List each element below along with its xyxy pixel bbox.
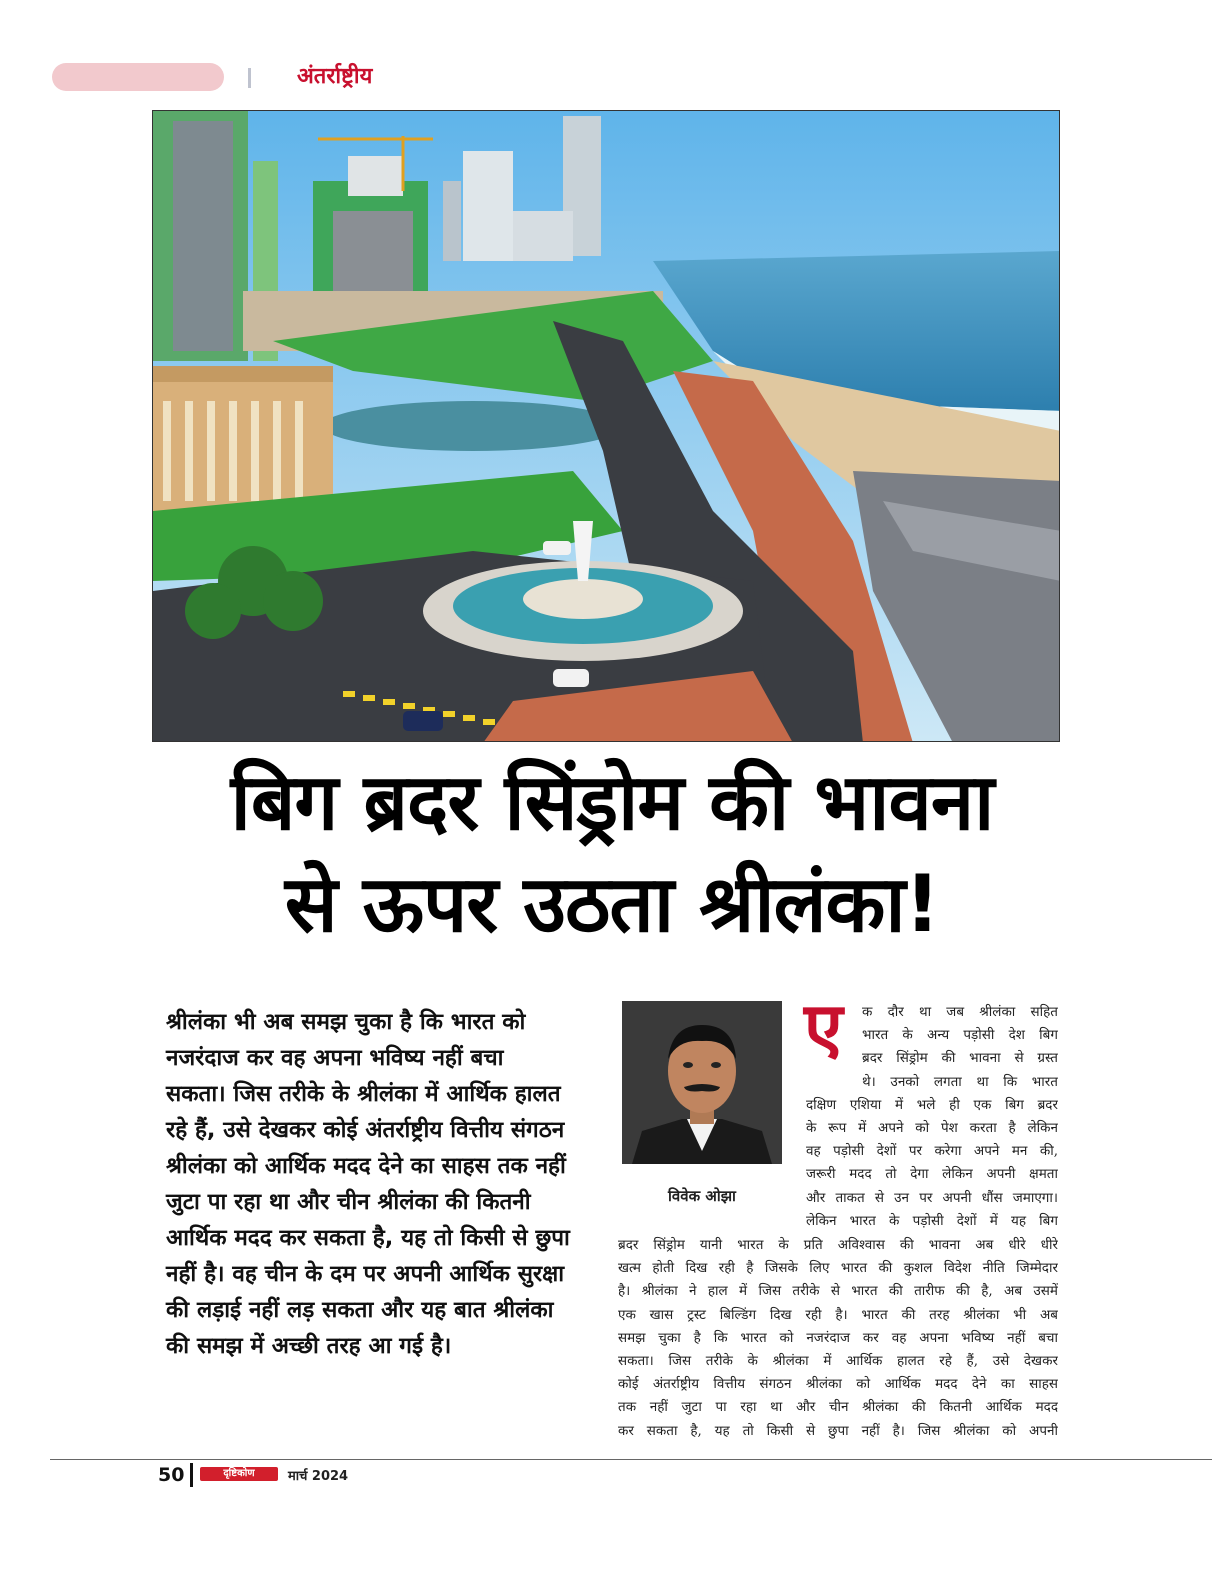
body-line: कोई अंतर्राष्ट्रीय वित्तीय संगठन श्रीलंका को आर्थिक मदद देने का साहस bbox=[618, 1376, 1058, 1393]
body-line: जरूरी मदद तो देगा लेकिन अपनी क्षमता bbox=[806, 1166, 1058, 1183]
magazine-logo: दृष्टिकोण bbox=[200, 1467, 278, 1481]
body-text-wide bbox=[618, 1234, 1058, 1443]
body-line: और ताकत से उन पर अपनी धौंस जमाएगा। bbox=[806, 1189, 1058, 1206]
body-line: ब्रदर सिंड्रोम की भावना से ग्रस्त bbox=[862, 1050, 1058, 1067]
body-line: के रूप में अपने को पेश करता है लेकिन bbox=[806, 1120, 1058, 1137]
page-number: 50 bbox=[158, 1464, 185, 1486]
header-divider bbox=[248, 68, 251, 88]
section-pill-decoration bbox=[52, 63, 224, 91]
article-photo-colombo-seafront bbox=[152, 110, 1060, 742]
body-line: वह पड़ोसी देशों पर करेगा अपने मन की, bbox=[806, 1143, 1058, 1160]
headline bbox=[110, 752, 1114, 956]
headline-line-2: से ऊपर उठता श्रीलंका! bbox=[284, 860, 940, 950]
body-text-narrow bbox=[806, 1001, 1058, 1233]
lead-paragraph: श्रीलंका भी अब समझ चुका है कि भारत को नजरंदाज कर वह अपना भविष्य नहीं बचा सकता। जिस तरीके के श्रीलंका में आर्थिक हालत रहे हैं, उसे देखकर कोई अंतर्राष्ट्रीय वित्तीय संगठन श्रीलंका को आर्थिक मदद देने का साहस तक नहीं जुटा पा रहा था और चीन श्रीलंका की कितनी आर्थिक मदद कर सकता है, यह तो किसी से छुपा नहीं है। वह चीन के दम पर अपनी आर्थिक सुरक्षा की लड़ाई नहीं लड़ सकता और यह बात श्रीलंका की समझ में अच्छी तरह आ गई है। bbox=[166, 1009, 570, 1359]
body-line: तक नहीं जुटा पा रहा था और चीन श्रीलंका की कितनी आर्थिक मदद bbox=[618, 1399, 1058, 1416]
body-line: है। श्रीलंका ने हाल में जिस तरीके से भारत की तारीफ की है, अब उसमें bbox=[618, 1283, 1058, 1300]
body-line: सकता। जिस तरीके के श्रीलंका में आर्थिक हालत रहे हैं, उसे देखकर bbox=[618, 1353, 1058, 1370]
body-line: क दौर था जब श्रीलंका सहित bbox=[862, 1004, 1058, 1020]
footer-rule bbox=[50, 1459, 1212, 1460]
author-name: विवेक ओझा bbox=[668, 1187, 736, 1205]
drop-cap: ए bbox=[804, 986, 843, 1069]
body-line: दक्षिण एशिया में भले ही एक बिग ब्रदर bbox=[806, 1096, 1058, 1113]
body-line: समझ चुका है कि भारत को नजरंदाज कर वह अपना भविष्य नहीं बचा bbox=[618, 1329, 1058, 1346]
body-line: कर सकता है, यह तो किसी से छुपा नहीं है। जिस श्रीलंका को अपनी bbox=[618, 1422, 1058, 1439]
author-photo bbox=[622, 1001, 782, 1164]
headline-line-1: बिग ब्रदर सिंड्रोम की भावना bbox=[230, 758, 994, 848]
body-line: भारत के अन्य पड़ोसी देश बिग bbox=[862, 1027, 1058, 1044]
issue-date: मार्च 2024 bbox=[288, 1469, 349, 1484]
section-label: अंतर्राष्ट्रीय bbox=[297, 64, 373, 89]
body-line: थे। उनको लगता था कि भारत bbox=[862, 1073, 1058, 1090]
body-line: लेकिन भारत के पड़ोसी देशों में यह बिग bbox=[806, 1212, 1058, 1229]
body-line: खत्म होती दिख रही है जिसके लिए भारत की कुशल विदेश नीति जिम्मेदार bbox=[618, 1260, 1058, 1277]
body-line: ब्रदर सिंड्रोम यानी भारत के प्रति अविश्वास की भावना अब धीरे धीरे bbox=[618, 1237, 1058, 1253]
body-line: एक खास ट्रस्ट बिल्डिंग दिख रही है। भारत की तरह श्रीलंका भी अब bbox=[618, 1306, 1058, 1323]
footer-divider bbox=[190, 1463, 193, 1487]
